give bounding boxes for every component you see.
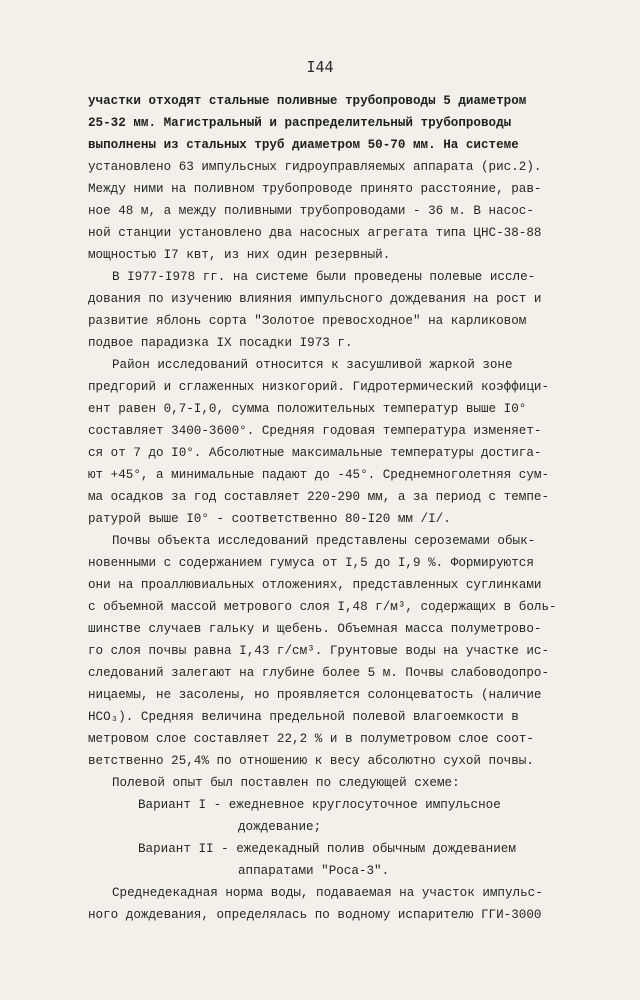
text-line-25: шинстве случаев гальку и щебень. Объемная масса полуметрово- — [88, 622, 542, 636]
text-line-37: Среднедекадная норма воды, подаваемая на участок импульс- — [112, 886, 543, 900]
text-line-23: они на проаллювиальных отложениях, представленных суглинками — [88, 578, 542, 592]
text-line-4: установлено 63 импульсных гидроуправляемых аппарата (рис.2). — [88, 160, 542, 174]
text-line-20: ратурой выше I0° - соответственно 80-I20 мм /I/. — [88, 512, 451, 526]
text-line-38: ного дождевания, определялась по водному испарителю ГГИ-3000 — [88, 908, 542, 922]
text-line-13: Район исследований относится к засушливой жаркой зоне — [112, 358, 513, 372]
text-line-11: развитие яблонь сорта "Золотое превосходное" на карликовом — [88, 314, 527, 328]
text-line-18: ют +45°, а минимальные падают до -45°. Среднемноголетняя сум- — [88, 468, 550, 482]
text-line-10: дования по изучению влияния импульсного дождевания на рост и — [88, 292, 542, 306]
text-line-7: ной станции установлено два насосных агрегата типа ЦНС-38-88 — [88, 226, 542, 240]
text-line-21: Почвы объекта исследований представлены сероземами обык- — [112, 534, 536, 548]
page-number: I44 — [306, 58, 334, 76]
variant-1-line-2: дождевание; — [238, 820, 322, 834]
text-line-29: НСО₃). Средняя величина предельной полевой влагоемкости в — [88, 710, 519, 724]
text-line-6: ное 48 м, а между поливными трубопроводами - 36 м. В насос- — [88, 204, 534, 218]
text-line-30: метровом слое составляет 22,2 % и в полуметровом слое соот- — [88, 732, 534, 746]
text-line-12: подвое парадизка IX посадки I973 г. — [88, 336, 353, 350]
text-line-16: составляет 3400-3600°. Средняя годовая температура изменяет- — [88, 424, 542, 438]
text-line-19: ма осадков за год составляет 220-290 мм, а за период с темпе- — [88, 490, 550, 504]
text-line-1: участки отходят стальные поливные трубопроводы 5 диаметром — [88, 94, 527, 108]
text-line-26: го слоя почвы равна I,43 г/см³. Грунтовые воды на участке ис- — [88, 644, 550, 658]
text-line-14: предгорий и сглаженных низкогорий. Гидротермический коэффици- — [88, 380, 550, 394]
text-line-2: 25-32 мм. Магистральный и распределительный трубопроводы — [88, 116, 512, 130]
text-line-27: следований залегают на глубине более 5 м. Почвы слабоводопро- — [88, 666, 550, 680]
text-line-32: Полевой опыт был поставлен по следующей схеме: — [112, 776, 460, 790]
text-line-15: ент равен 0,7-I,0, сумма положительных температур выше I0° — [88, 402, 527, 416]
text-line-22: новенными с содержанием гумуса от I,5 до I,9 %. Формируются — [88, 556, 534, 570]
text-line-24: с объемной массой метрового слоя I,48 г/м³, содержащих в боль- — [88, 600, 557, 614]
text-line-31: ветственно 25,4% по отношению к весу абсолютно сухой почвы. — [88, 754, 534, 768]
variant-2-line-2: аппаратами "Роса-3". — [238, 864, 390, 878]
text-line-17: ся от 7 до I0°. Абсолютные максимальные температуры достига- — [88, 446, 542, 460]
text-line-5: Между ними на поливном трубопроводе принято расстояние, рав- — [88, 182, 542, 196]
variant-1-line-1: Вариант I - ежедневное круглосуточное импульсное — [138, 798, 501, 812]
text-line-8: мощностью I7 квт, из них один резервный. — [88, 248, 391, 262]
text-line-9: В I977-I978 гг. на системе были проведены полевые иссле- — [112, 270, 536, 284]
variant-2-line-1: Вариант II - ежедекадный полив обычным дождеванием — [138, 842, 516, 856]
text-line-28: ницаемы, не засолены, но проявляется солонцеватость (наличие — [88, 688, 542, 702]
text-line-3: выполнены из стальных труб диаметром 50-70 мм. На системе — [88, 138, 519, 152]
